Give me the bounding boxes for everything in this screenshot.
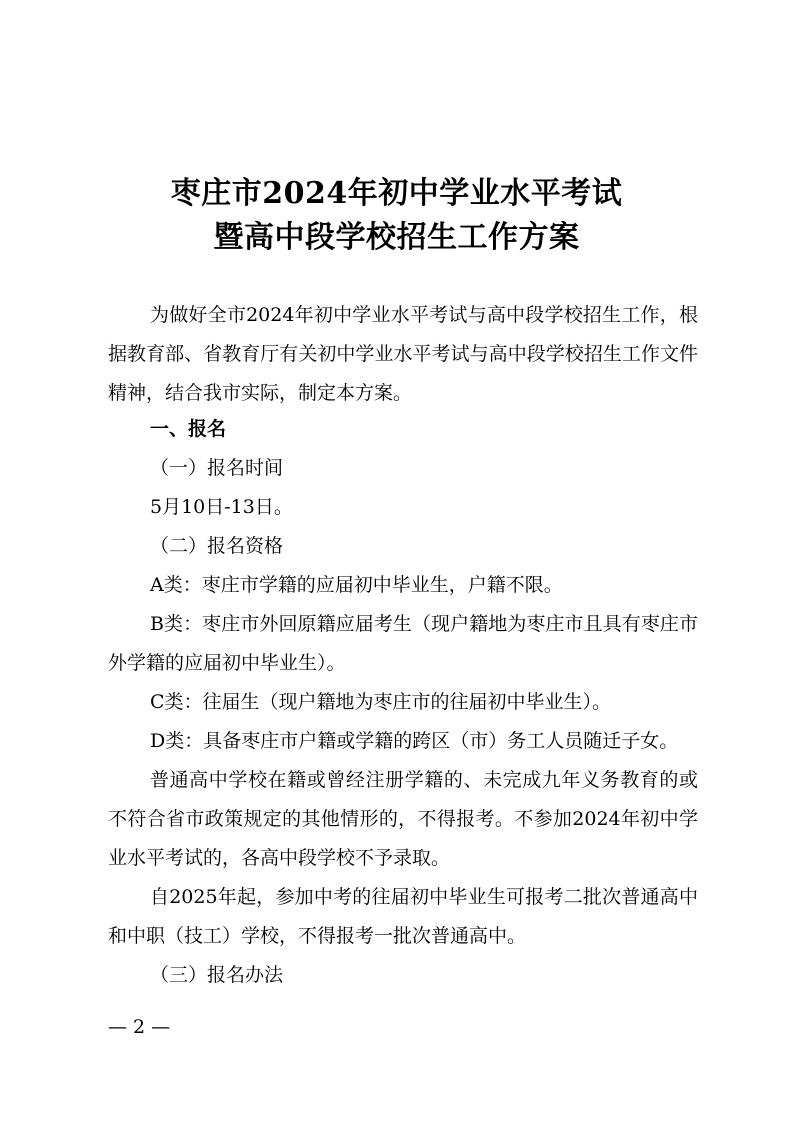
document-title-line1: 枣庄市2024年初中学业水平考试	[170, 176, 623, 211]
intro-paragraph: 为做好全市2024年初中学业水平考试与高中段学校招生工作，根据教育部、省教育厅有关初中学业水平考试与高中段学校招生工作文件精神，结合我市实际，制定本方案。	[108, 304, 698, 404]
subheading-registration-method: （三）报名办法	[150, 964, 284, 986]
registration-time-text: 5月10日-13日。	[150, 496, 293, 518]
eligibility-class-b: B类：枣庄市外回原籍应届考生（现户籍地为枣庄市且具有枣庄市外学籍的应届初中毕业生）。	[108, 613, 698, 674]
subheading-registration-time: （一）报名时间	[150, 457, 284, 479]
eligibility-class-c: C类：往届生（现户籍地为枣庄市的往届初中毕业生）。	[150, 691, 612, 713]
restriction-paragraph: 普通高中学校在籍或曾经注册学籍的、未完成九年义务教育的或不符合省市政策规定的其他情形的，不得报考。不参加2024年初中学业水平考试的，各高中段学校不予录取。	[108, 769, 698, 869]
document-title-line2: 暨高中段学校招生工作方案	[213, 220, 580, 255]
eligibility-class-a: A类：枣庄市学籍的应届初中毕业生，户籍不限。	[150, 574, 563, 596]
subheading-registration-eligibility: （二）报名资格	[150, 535, 284, 557]
eligibility-class-d: D类：具备枣庄市户籍或学籍的跨区（市）务工人员随迁子女。	[150, 730, 679, 752]
policy-2025-paragraph: 自2025年起，参加中考的往届初中毕业生可报考二批次普通高中和中职（技工）学校，不得报考一批次普通高中。	[108, 886, 698, 947]
page-number: — 2 —	[108, 1016, 171, 1038]
section-heading-registration: 一、报名	[150, 418, 227, 440]
